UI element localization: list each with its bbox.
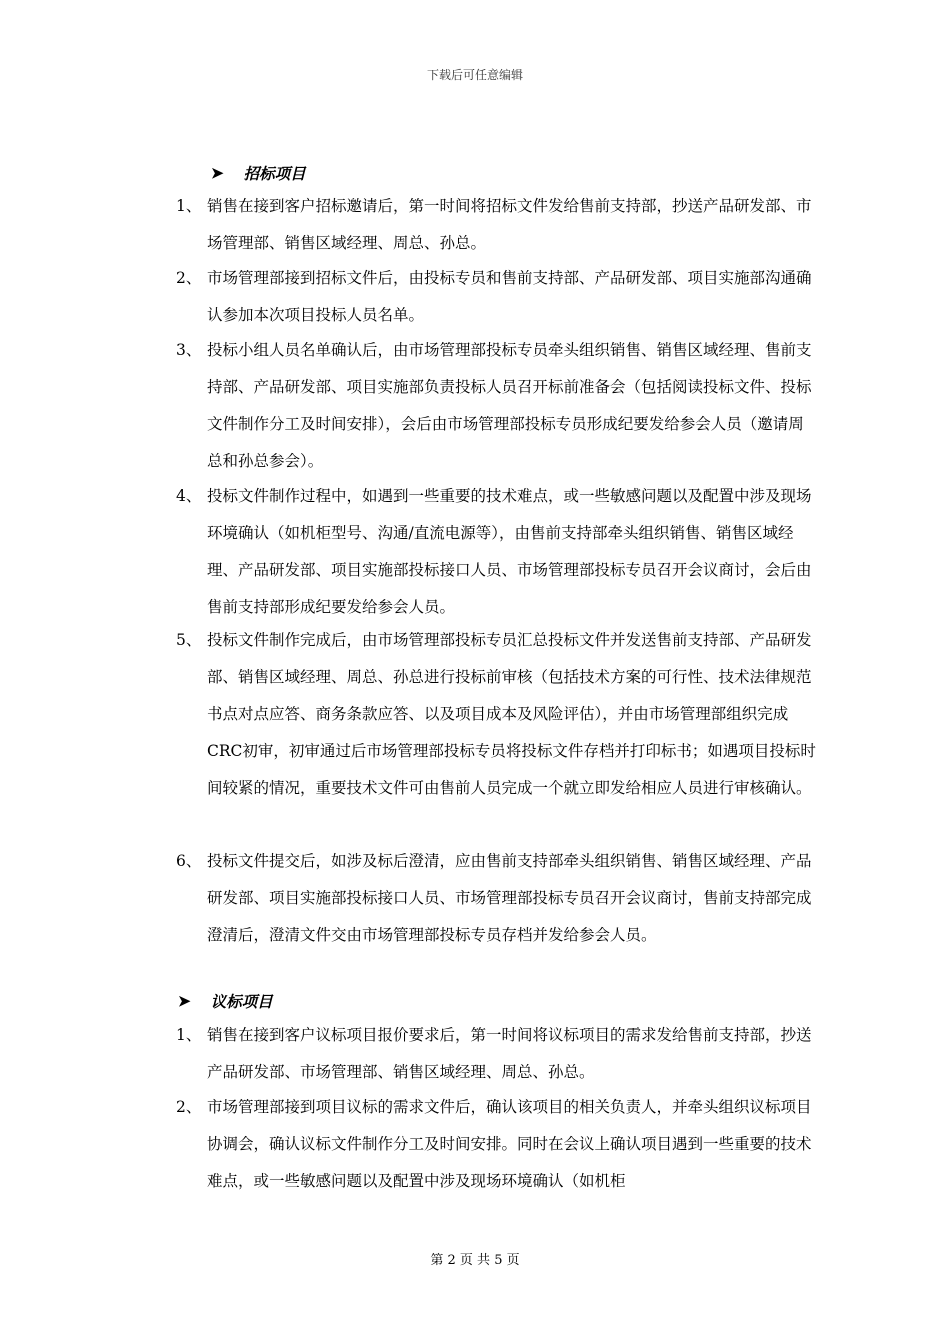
section-title-text: 招标项目 xyxy=(243,164,306,183)
item-number: 2、 xyxy=(176,269,202,287)
item-number: 3、 xyxy=(176,341,202,359)
item-text: 投标小组人员名单确认后，由市场管理部投标专员牵头组织销售、销售区域经理、售前支持部、产品研发部、项目实施部负责投标人员召开标前准备会（包括阅读投标文件、投标文件制作分工及时间安排），会后由市场管理部投标专员形成纪要发给参会人员（邀请周总和孙总参会）。 xyxy=(207,341,812,470)
section-title-bidding xyxy=(211,162,306,184)
item-text: 销售在接到客户招标邀请后，第一时间将招标文件发给售前支持部，抄送产品研发部、市场管理部、销售区域经理、周总、孙总。 xyxy=(207,197,812,252)
arrow-bullet-icon: ➤ xyxy=(211,164,224,182)
list-item xyxy=(176,843,816,954)
page-footer: 第 2 页 共 5 页 xyxy=(430,1253,520,1268)
list-item xyxy=(176,1089,816,1200)
item-text: 市场管理部接到招标文件后，由投标专员和售前支持部、产品研发部、项目实施部沟通确认参加本次项目投标人员名单。 xyxy=(207,269,812,324)
list-item xyxy=(176,260,816,334)
item-number: 4、 xyxy=(176,487,202,505)
item-number: 6、 xyxy=(176,852,202,870)
list-item xyxy=(176,622,816,807)
section-title-negotiation xyxy=(178,990,273,1012)
item-number: 1、 xyxy=(176,1026,202,1044)
item-text: 销售在接到客户议标项目报价要求后，第一时间将议标项目的需求发给售前支持部，抄送产品研发部、市场管理部、销售区域经理、周总、孙总。 xyxy=(207,1026,812,1081)
list-item xyxy=(176,478,816,626)
section-title-text: 议标项目 xyxy=(210,992,273,1011)
page-header: 下载后可任意编辑 xyxy=(426,68,523,82)
list-item xyxy=(176,1017,816,1091)
item-text: 投标文件提交后，如涉及标后澄清，应由售前支持部牵头组织销售、销售区域经理、产品研发部、项目实施部投标接口人员、市场管理部投标专员召开会议商讨，售前支持部完成澄清后，澄清文件交由市场管理部投标专员存档并发给参会人员。 xyxy=(207,852,812,944)
item-text: 投标文件制作完成后，由市场管理部投标专员汇总投标文件并发送售前支持部、产品研发部、销售区域经理、周总、孙总进行投标前审核（包括技术方案的可行性、技术法律规范书点对点应答、商务条款应答、以及项目成本及风险评估），并由市场管理部组织完成CRC初审，初审通过后市场管理部投标专员将投标文件存档并打印标书；如遇项目投标时间较紧的情况，重要技术文件可由售前人员完成一个就立即发给相应人员进行审核确认。 xyxy=(207,631,816,797)
item-number: 2、 xyxy=(176,1098,202,1116)
list-item xyxy=(176,332,816,480)
item-text: 市场管理部接到项目议标的需求文件后，确认该项目的相关负责人，并牵头组织议标项目协调会，确认议标文件制作分工及时间安排。同时在会议上确认项目遇到一些重要的技术难点，或一些敏感问题以及配置中涉及现场环境确认（如机柜 xyxy=(207,1098,812,1190)
item-number: 1、 xyxy=(176,197,202,215)
item-number: 5、 xyxy=(176,631,202,649)
item-text: 投标文件制作过程中，如遇到一些重要的技术难点，或一些敏感问题以及配置中涉及现场环境确认（如机柜型号、沟通/直流电源等），由售前支持部牵头组织销售、销售区域经理、产品研发部、项目实施部投标接口人员、市场管理部投标专员召开会议商讨，会后由售前支持部形成纪要发给参会人员。 xyxy=(207,487,812,616)
list-item xyxy=(176,188,816,262)
arrow-bullet-icon: ➤ xyxy=(178,992,191,1010)
